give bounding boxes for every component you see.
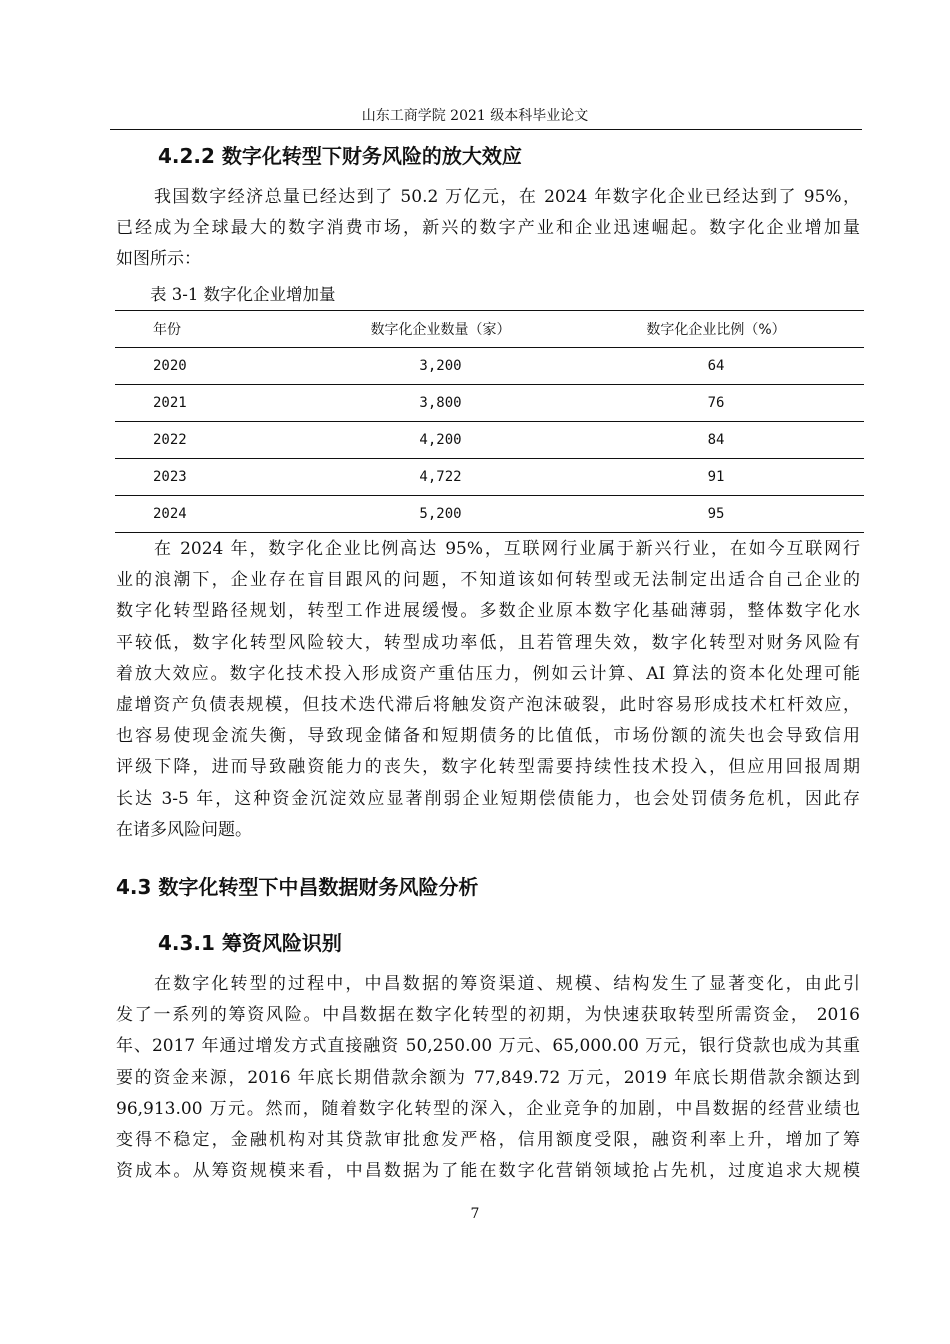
cell-ratio: 95	[568, 496, 864, 533]
paragraph-line: 如图所示：	[116, 249, 201, 270]
column-header-ratio: 数字化企业比例（%）	[568, 311, 864, 348]
paragraph-line: 年、2017 年通过增发方式直接融资 50,250.00 万元、65,000.00 万元，银行贷款也成为其重	[116, 1036, 860, 1057]
paragraph-line: 在数字化转型的过程中，中昌数据的筹资渠道、规模、结构发生了显著变化，由此引	[154, 974, 860, 994]
paragraph-line: 在 2024 年，数字化企业比例高达 95%，互联网行业属于新兴行业，在如今互联网行	[154, 539, 860, 559]
table-row	[115, 459, 864, 496]
table-row	[115, 496, 864, 533]
paragraph-line: 96,913.00 万元。然而，随着数字化转型的深入，企业竞争的加剧，中昌数据的经营业绩也	[116, 1098, 860, 1119]
header-rule	[110, 129, 862, 130]
cell-ratio: 84	[568, 422, 864, 459]
cell-year: 2024	[115, 496, 313, 533]
paragraph-line: 变得不稳定，金融机构对其贷款审批愈发严格，信用额度受限，融资利率上升，增加了筹	[116, 1129, 860, 1150]
table-row	[115, 422, 864, 459]
paragraph-line: 长达 3-5 年，这种资金沉淀效应显著削弱企业短期偿债能力，也会处罚债务危机，因此存	[116, 788, 860, 809]
paragraph-line: 数字化转型路径规划，转型工作进展缓慢。多数企业原本数字化基础薄弱，整体数字化水	[116, 601, 860, 622]
paragraph-line: 虚增资产负债表规模，但技术迭代滞后将触发资产泡沫破裂，此时容易形成技术杠杆效应，	[116, 694, 860, 715]
paragraph-line: 我国数字经济总量已经达到了 50.2 万亿元，在 2024 年数字化企业已经达到了 95%，	[154, 187, 860, 207]
cell-year: 2020	[115, 348, 313, 385]
section-heading-4-2-2: 4.2.2 数字化转型下财务风险的放大效应	[158, 144, 522, 168]
paragraph-digital-economy	[116, 182, 860, 276]
paragraph-line: 业的浪潮下，企业存在盲目跟风的问题，不知道该如何转型或无法制定出适合自己企业的	[116, 570, 860, 591]
cell-year: 2021	[115, 385, 313, 422]
cell-count: 5,200	[313, 496, 568, 533]
digital-enterprise-table	[115, 310, 864, 533]
table-header-row	[115, 311, 864, 348]
cell-ratio: 91	[568, 459, 864, 496]
page-number: 7	[470, 1206, 480, 1222]
paragraph-line: 已经成为全球最大的数字消费市场，新兴的数字产业和企业迅速崛起。数字化企业增加量	[116, 218, 860, 239]
cell-count: 3,800	[313, 385, 568, 422]
cell-ratio: 64	[568, 348, 864, 385]
table-caption: 表 3-1 数字化企业增加量	[150, 285, 336, 304]
cell-count: 4,200	[313, 422, 568, 459]
table-row	[115, 385, 864, 422]
paragraph-amplification-effect	[116, 534, 860, 846]
column-header-count: 数字化企业数量（家）	[313, 311, 568, 348]
column-header-year: 年份	[115, 311, 313, 348]
section-heading-4-3-1: 4.3.1 筹资风险识别	[158, 931, 342, 955]
cell-count: 3,200	[313, 348, 568, 385]
paragraph-financing-risk	[116, 969, 860, 1187]
cell-year: 2022	[115, 422, 313, 459]
paragraph-line: 也容易使现金流失衡，导致现金储备和短期债务的比值低，市场份额的流失也会导致信用	[116, 726, 860, 747]
cell-year: 2023	[115, 459, 313, 496]
section-heading-4-3: 4.3 数字化转型下中昌数据财务风险分析	[116, 875, 479, 899]
table-row	[115, 348, 864, 385]
paragraph-line: 资成本。从筹资规模来看，中昌数据为了能在数字化营销领域抢占先机，过度追求大规模	[116, 1161, 860, 1182]
running-header: 山东工商学院 2021 级本科毕业论文	[361, 108, 589, 124]
paragraph-line: 发了一系列的筹资风险。中昌数据在数字化转型的初期，为快速获取转型所需资金， 2016	[116, 1005, 860, 1026]
paragraph-line: 在诸多风险问题。	[116, 819, 252, 840]
paragraph-line: 着放大效应。数字化技术投入形成资产重估压力，例如云计算、AI 算法的资本化处理可能	[116, 663, 860, 684]
cell-ratio: 76	[568, 385, 864, 422]
cell-count: 4,722	[313, 459, 568, 496]
paragraph-line: 要的资金来源，2016 年底长期借款余额为 77,849.72 万元，2019 年底长期借款余额达到	[116, 1067, 860, 1088]
paragraph-line: 评级下降，进而导致融资能力的丧失，数字化转型需要持续性技术投入，但应用回报周期	[116, 757, 860, 778]
paragraph-line: 平较低，数字化转型风险较大，转型成功率低，且若管理失效，数字化转型对财务风险有	[116, 632, 860, 653]
